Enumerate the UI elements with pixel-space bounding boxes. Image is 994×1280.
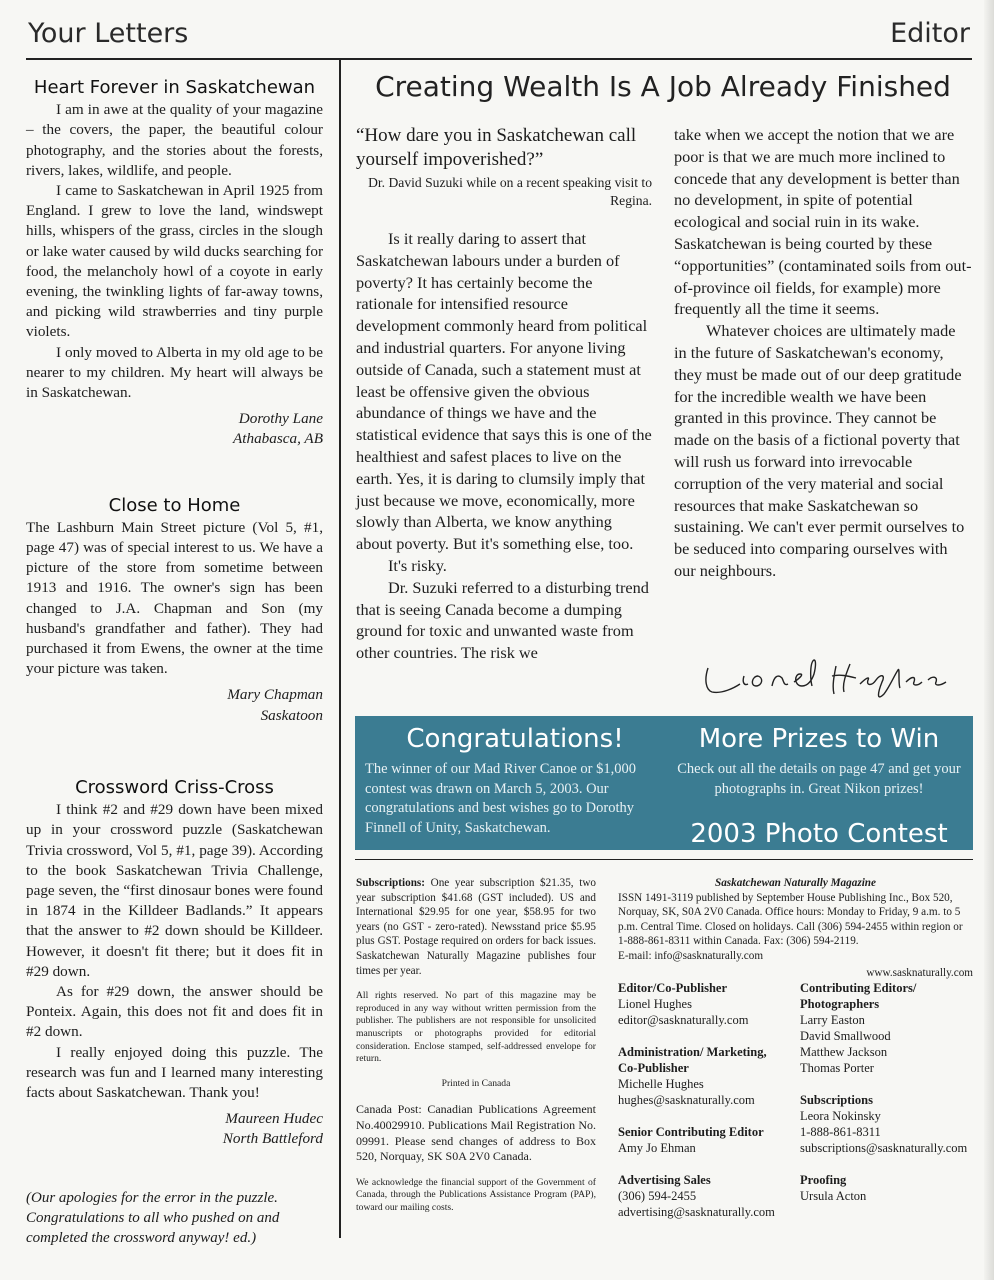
editorial-column-2 bbox=[674, 124, 972, 582]
editor-apology-note: (Our apologies for the error in the puzzle. Congratulations to all who pushed on and completed the crossword anyway! ed.) bbox=[26, 1189, 280, 1246]
letter-title: Crossword Criss-Cross bbox=[75, 776, 274, 798]
staff-role: Subscriptions bbox=[800, 1093, 873, 1107]
staff-role: Senior Contributing Editor bbox=[618, 1125, 764, 1139]
editorial-paragraph: It's risky. bbox=[388, 555, 447, 575]
letter-title: Heart Forever in Saskatchewan bbox=[33, 77, 316, 98]
letter-title: Close to Home bbox=[108, 494, 241, 516]
prizes-text: Check out all the details on page 47 and get your photographs in. Great Nikon prizes! bbox=[677, 761, 961, 797]
section-title-your-letters: Your Letters bbox=[28, 18, 189, 49]
staff-line: Amy Jo Ehman bbox=[618, 1141, 696, 1155]
staff-role: Editor/Co-Publisher bbox=[618, 981, 728, 995]
publication-website: www.sasknaturally.com bbox=[866, 966, 973, 979]
subscriptions-text: One year subscription $21.35, two year subscription $41.68 (GST included). US and International $29.95 for one year, $58.95 for two years (no GST - zero-rated). Newsstand price $5.95 plus GST. Postage required on orders for back issues. Saskatchewan Naturally Magazine publishes four times per year. bbox=[356, 877, 596, 977]
congratulations-panel bbox=[365, 724, 665, 838]
staff-line: Larry Easton bbox=[800, 1013, 865, 1027]
contest-banner bbox=[355, 716, 973, 850]
printed-in: Printed in Canada bbox=[441, 1077, 511, 1089]
subscriptions-label: Subscriptions: bbox=[356, 877, 426, 889]
staff-line: editor@sasknaturally.com bbox=[618, 1013, 749, 1027]
masthead-info bbox=[356, 876, 596, 1226]
publication-details: ISSN 1491-3119 published by September House Publishing Inc., Box 520, Norquay, SK, S0A 2V0 Canada. Office hours: Monday to Friday, 9 a.m. to 5 p.m. Central Time. Closed on holidays. Call (306) 594-2455 within region or 1-888-861-8311 within Canada. Fax: (306) 594-2119. bbox=[618, 891, 963, 948]
editorial-quote: “How dare you in Saskatchewan call yourself impoverished?” bbox=[356, 125, 637, 170]
staff-line: (306) 594-2455 bbox=[618, 1189, 697, 1203]
letter-location: North Battleford bbox=[222, 1130, 323, 1148]
staff-list-left bbox=[618, 980, 788, 1236]
letter-location: Athabasca, AB bbox=[233, 430, 323, 448]
masthead-rule bbox=[355, 859, 973, 860]
page-edge bbox=[984, 0, 994, 1280]
letter-paragraph: I only moved to Alberta in my old age to be nearer to my children. My heart will always be in Saskatchewan. bbox=[26, 343, 323, 402]
letter-paragraph: I think #2 and #29 down have been mixed up in your crossword puzzle (Saskatchewan Trivia crossword, Vol 5, #1, page 39). According to the book Saskatchewan Trivia Challenge, page seven, the “first dinosaur bones were found in 1874 in the Killdeer Badlands.” It appears that the answer to #2 down should be Killdeer. However, it doesn't fit there; but it does fit in #29 down. bbox=[26, 801, 323, 980]
letter-paragraph: As for #29 down, the answer should be Ponteix. Again, this does not fit and does fit in #2 down. bbox=[26, 982, 323, 1041]
letter-paragraph: I came to Saskatchewan in April 1925 from England. I grew to love the land, windswept hills, whispers of the grass, circles in the slough or lake water caused by wild ducks searching for food, the melancholy howl of a coyote in early evening, the twinkling lights of far-away towns, and picking wild strawberries and tiny purple violets. bbox=[26, 182, 323, 341]
staff-role: Proofing bbox=[800, 1173, 847, 1187]
photo-contest-title: 2003 Photo Contest bbox=[690, 819, 948, 849]
staff-line: Ursula Acton bbox=[800, 1189, 867, 1203]
staff-line: Matthew Jackson bbox=[800, 1045, 888, 1059]
publication-email: E-mail: info@sasknaturally.com bbox=[618, 949, 764, 962]
letter-signature bbox=[26, 685, 323, 725]
quote-attribution: Dr. David Suzuki while on a recent speaking visit to Regina. bbox=[368, 175, 652, 208]
letter-author: Mary Chapman bbox=[227, 686, 323, 704]
staff-role: Contributing Editors/ Photographers bbox=[800, 981, 917, 1011]
editorial-paragraph: Whatever choices are ultimately made in the future of Saskatchewan's economy, they must be made out of our deep gratitude for the incredible wealth we have been granted in this province. They cannot be made on the basis of a fictional poverty that will rush us forward into irrevocable corruption of the very material and social resources that make Saskatchewan so sustaining. We can't ever permit ourselves to be seduced into comparing ourselves with our neighbours. bbox=[674, 321, 965, 580]
letter-signature bbox=[26, 1109, 323, 1149]
staff-line: hughes@sasknaturally.com bbox=[618, 1093, 755, 1107]
staff-group bbox=[618, 1172, 788, 1220]
editorial-paragraph: Is it really daring to assert that Saskatchewan labours under a burden of poverty? It has certainly become the rationale for intensified resource development commonly heard from political and industrial quarters. For anyone living outside of Canada, such a statement must at least be offensive given the obvious abundance of things we have and the statistical evidence that says this is one of the healthiest and safest places to live on the earth. Yes, it is daring to clumsily imply that just because we move, economically, more slowly than Alberta, we know anything about poverty. But it's something else, too. bbox=[356, 229, 652, 554]
editorial-column-1 bbox=[356, 124, 652, 664]
editor-signature bbox=[700, 646, 970, 706]
staff-line: Michelle Hughes bbox=[618, 1077, 704, 1091]
subscriptions-info bbox=[356, 876, 596, 978]
letter-author: Maureen Hudec bbox=[225, 1110, 323, 1128]
letters-column bbox=[26, 72, 323, 1248]
column-divider bbox=[339, 60, 341, 1238]
letter-paragraph: I really enjoyed doing this puzzle. The research was fun and I learned many interesting facts about Saskatchewan. Thank you! bbox=[26, 1043, 323, 1101]
staff-role: Advertising Sales bbox=[618, 1173, 711, 1187]
staff-role: Administration/ Marketing, Co-Publisher bbox=[618, 1045, 767, 1075]
canada-post-info: Canada Post: Canadian Publications Agreement No.40029910. Publications Mail Registration No. 09991. Please send changes of address to Box 520, Norquay, SK S0A 2V0 Canada. bbox=[356, 1102, 596, 1164]
congratulations-text: The winner of our Mad River Canoe or $1,000 contest was drawn on March 5, 2003. Our congratulations and best wishes go to Dorothy Finnell of Unity, Saskatchewan. bbox=[365, 761, 637, 836]
prizes-panel bbox=[671, 724, 967, 849]
editorial-paragraph: take when we accept the notion that we are poor is that we are much more inclined to concede that any development is better than no development, in spite of potential ecological and social ruin in its wake. Saskatchewan is being courted by these “opportunities” (contaminated soils from out-of-province oil fields, for example) more frequently all the time it seems. bbox=[674, 125, 972, 319]
editorial-title: Creating Wealth Is A Job Already Finished bbox=[375, 70, 951, 103]
staff-group bbox=[618, 1044, 788, 1108]
staff-group bbox=[800, 1172, 975, 1204]
staff-list-right bbox=[800, 980, 975, 1220]
staff-line: Lionel Hughes bbox=[618, 997, 692, 1011]
rights-notice: All rights reserved. No part of this magazine may be reproduced in any way without written permission from the publisher. The publishers are not responsible for unsolicited manuscripts or photographs provided for editorial consideration. Enclose stamped, self-addressed envelope for return. bbox=[356, 990, 596, 1065]
section-title-editor: Editor bbox=[890, 18, 970, 49]
staff-line: Thomas Porter bbox=[800, 1061, 874, 1075]
letter-author: Dorothy Lane bbox=[238, 410, 323, 428]
staff-line: Leora Nokinsky bbox=[800, 1109, 881, 1123]
letter-location: Saskatoon bbox=[260, 706, 323, 724]
staff-line: 1-888-861-8311 bbox=[800, 1125, 881, 1139]
staff-line: subscriptions@sasknaturally.com bbox=[800, 1141, 968, 1155]
staff-group bbox=[800, 1092, 975, 1156]
publication-name: Saskatchewan Naturally Magazine bbox=[714, 877, 876, 889]
staff-group bbox=[618, 1124, 788, 1156]
staff-line: David Smallwood bbox=[800, 1029, 891, 1043]
staff-line: advertising@sasknaturally.com bbox=[618, 1205, 775, 1219]
letter-paragraph: The Lashburn Main Street picture (Vol 5, #1, page 47) was of special interest to us. We have a picture of the store from sometime between 1913 and 1916. The owner's sign has been changed to J.A. Chapman and Son (my husband's grandfather and father). They had purchased it from Ewens, the owner at the time your picture was taken. bbox=[26, 518, 323, 678]
staff-group bbox=[618, 980, 788, 1028]
publisher-info bbox=[618, 876, 973, 980]
editorial-paragraph: Dr. Suzuki referred to a disturbing trend that is seeing Canada become a dumping ground for toxic and unwanted waste from other countries. The risk we bbox=[356, 577, 649, 663]
header-rule bbox=[26, 58, 972, 60]
funding-acknowledgement: We acknowledge the financial support of the Government of Canada, through the Publications Assistance Program (PAP), toward our mailing costs. bbox=[356, 1176, 596, 1213]
letter-paragraph: I am in awe at the quality of your magazine – the covers, the paper, the beautiful colour photography, and the stories about the forests, rivers, lakes, wildlife, and people. bbox=[26, 101, 323, 179]
prizes-heading: More Prizes to Win bbox=[698, 724, 940, 754]
letter-signature bbox=[26, 409, 323, 449]
staff-group bbox=[800, 980, 975, 1076]
congratulations-heading: Congratulations! bbox=[406, 724, 624, 754]
